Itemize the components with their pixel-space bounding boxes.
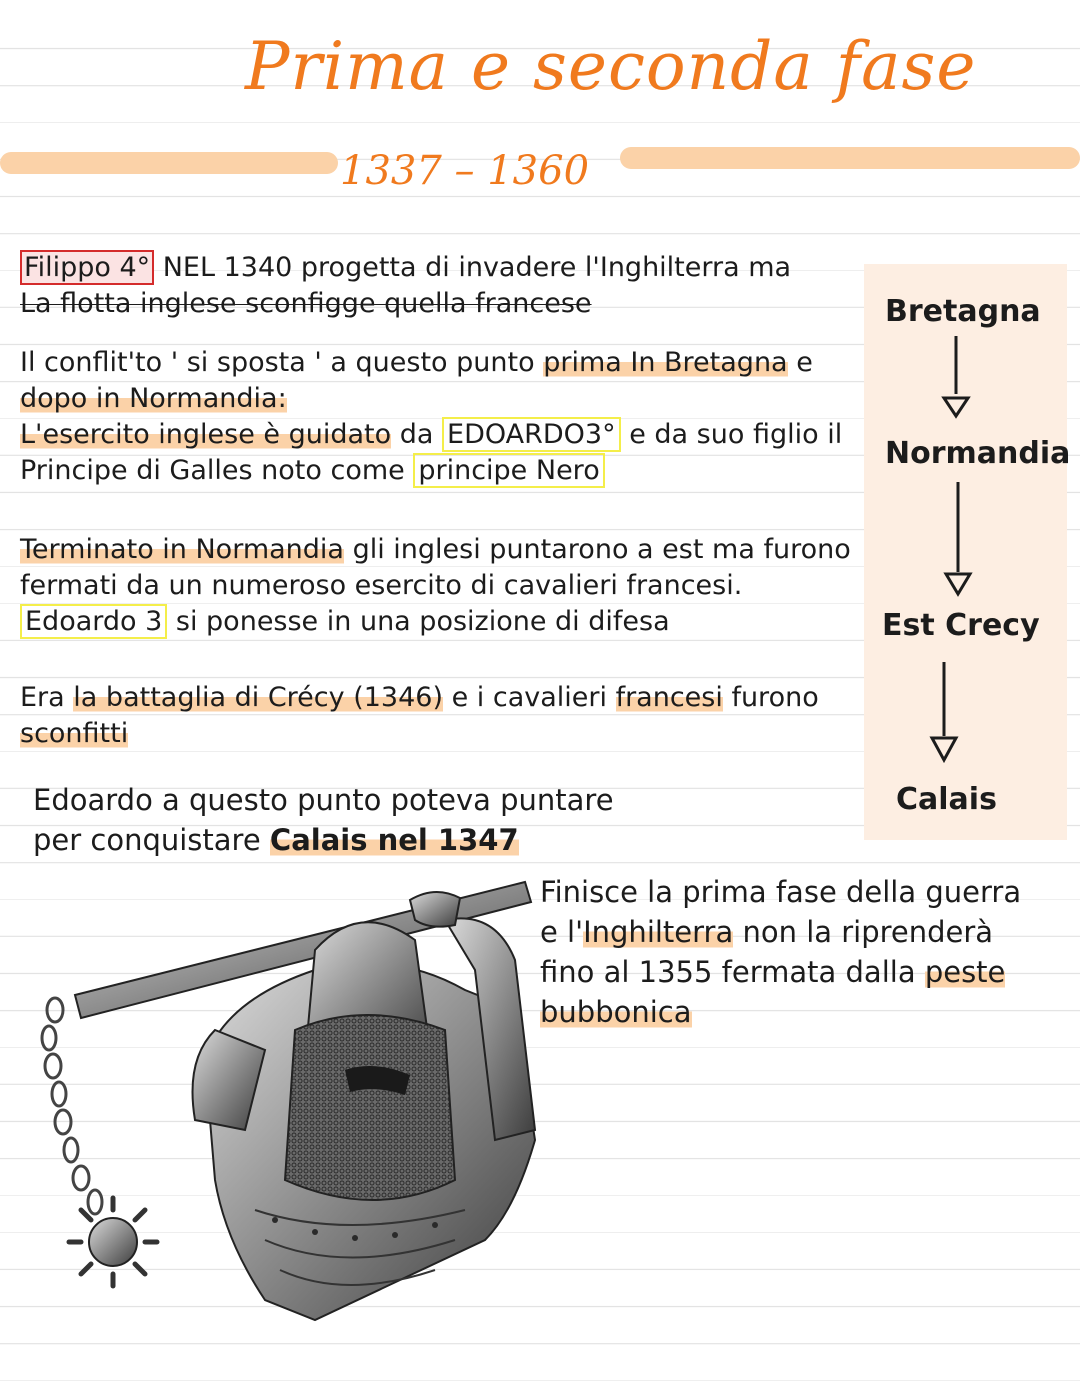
highlight-bretagna: prima In Bretagna [543, 347, 788, 378]
flow-step-bretagna: Bretagna [885, 294, 1041, 329]
text-span: Il conflit'to ' si sposta ' a questo punto [20, 347, 544, 378]
paragraph-line: La flotta inglese sconfigge quella francese [20, 288, 592, 319]
text-span: e [787, 347, 813, 378]
text-span: e i cavalieri [442, 682, 616, 713]
highlight-terminato: Terminato in Normandia [20, 534, 344, 565]
principe-nero-box: principe Nero [413, 453, 604, 488]
paragraph-line [20, 250, 791, 286]
highlight-inghilterra: Inghilterra [583, 915, 734, 949]
text-span: si ponesse in una posizione di difesa [167, 606, 670, 637]
page-dates: 1337 – 1360 [340, 148, 590, 194]
page-title: Prima e seconda fase [245, 28, 977, 105]
paragraph-line [20, 604, 851, 640]
text-span: Era [20, 682, 74, 713]
edoardo-box: EDOARDO3° [442, 417, 621, 452]
text-span: furono [722, 682, 819, 713]
highlight-sconfitti: sconfitti [20, 718, 129, 749]
highlight-bubbonica: bubbonica [540, 995, 692, 1029]
flow-step-normandia: Normandia [885, 436, 1071, 471]
text-span: per conquistare [33, 823, 270, 857]
paragraph-calais [33, 780, 614, 860]
paragraph-line [20, 680, 819, 716]
highlight-battaglia: la battaglia di Crécy (1346) [73, 682, 443, 713]
text-span: non la riprenderà [733, 915, 994, 949]
text-span: NEL 1340 progetta di invadere l'Inghilterra ma [154, 252, 792, 283]
title-underline-left [0, 152, 338, 174]
highlight-esercito: L'esercito inglese è guidato [20, 419, 392, 450]
paragraph-line: Finisce la prima fase della guerra [540, 875, 1022, 909]
paragraph-line [540, 952, 1021, 992]
paragraph-line [33, 820, 614, 860]
flow-step-calais: Calais [896, 782, 997, 817]
text-span: e l' [540, 915, 584, 949]
knight-illustration [15, 880, 575, 1330]
paragraph-line [540, 992, 1021, 1032]
title-underline-right [620, 147, 1080, 169]
highlight-calais: Calais nel 1347 [269, 823, 519, 857]
text-span: fino al 1355 fermata dalla [540, 955, 925, 989]
paragraph-line [540, 912, 1021, 952]
highlight-peste: peste [924, 955, 1006, 989]
text-span: Principe di Galles noto come [20, 455, 414, 486]
down-arrow-icon [940, 480, 980, 598]
paragraph-conflitto [20, 345, 842, 489]
paragraph-terminato [20, 532, 851, 640]
paragraph-crecy [20, 680, 819, 752]
paragraph-line: fermati da un numeroso esercito di cavalieri francesi. [20, 570, 743, 601]
filippo-box: Filippo 4° [20, 250, 154, 285]
paragraph-finisce [540, 872, 1021, 1032]
paragraph-line [20, 716, 819, 752]
text-span: da [391, 419, 443, 450]
paragraph-line [20, 453, 842, 489]
paragraph-line [20, 345, 842, 381]
text-span: gli inglesi puntarono a est ma furono [343, 534, 851, 565]
paragraph-line [20, 417, 842, 453]
edoardo3-box: Edoardo 3 [20, 604, 167, 639]
highlight-normandia: dopo in Normandia: [20, 383, 287, 414]
paragraph-line [20, 381, 842, 417]
flow-step-est-crecy: Est Crecy [882, 608, 1040, 643]
paragraph-filippo [20, 250, 791, 322]
down-arrow-icon [938, 334, 978, 420]
down-arrow-icon [926, 660, 966, 766]
paragraph-line [20, 532, 851, 568]
highlight-francesi: francesi [615, 682, 723, 713]
text-span: e da suo figlio il [620, 419, 843, 450]
paragraph-line: Edoardo a questo punto poteva puntare [33, 783, 614, 817]
